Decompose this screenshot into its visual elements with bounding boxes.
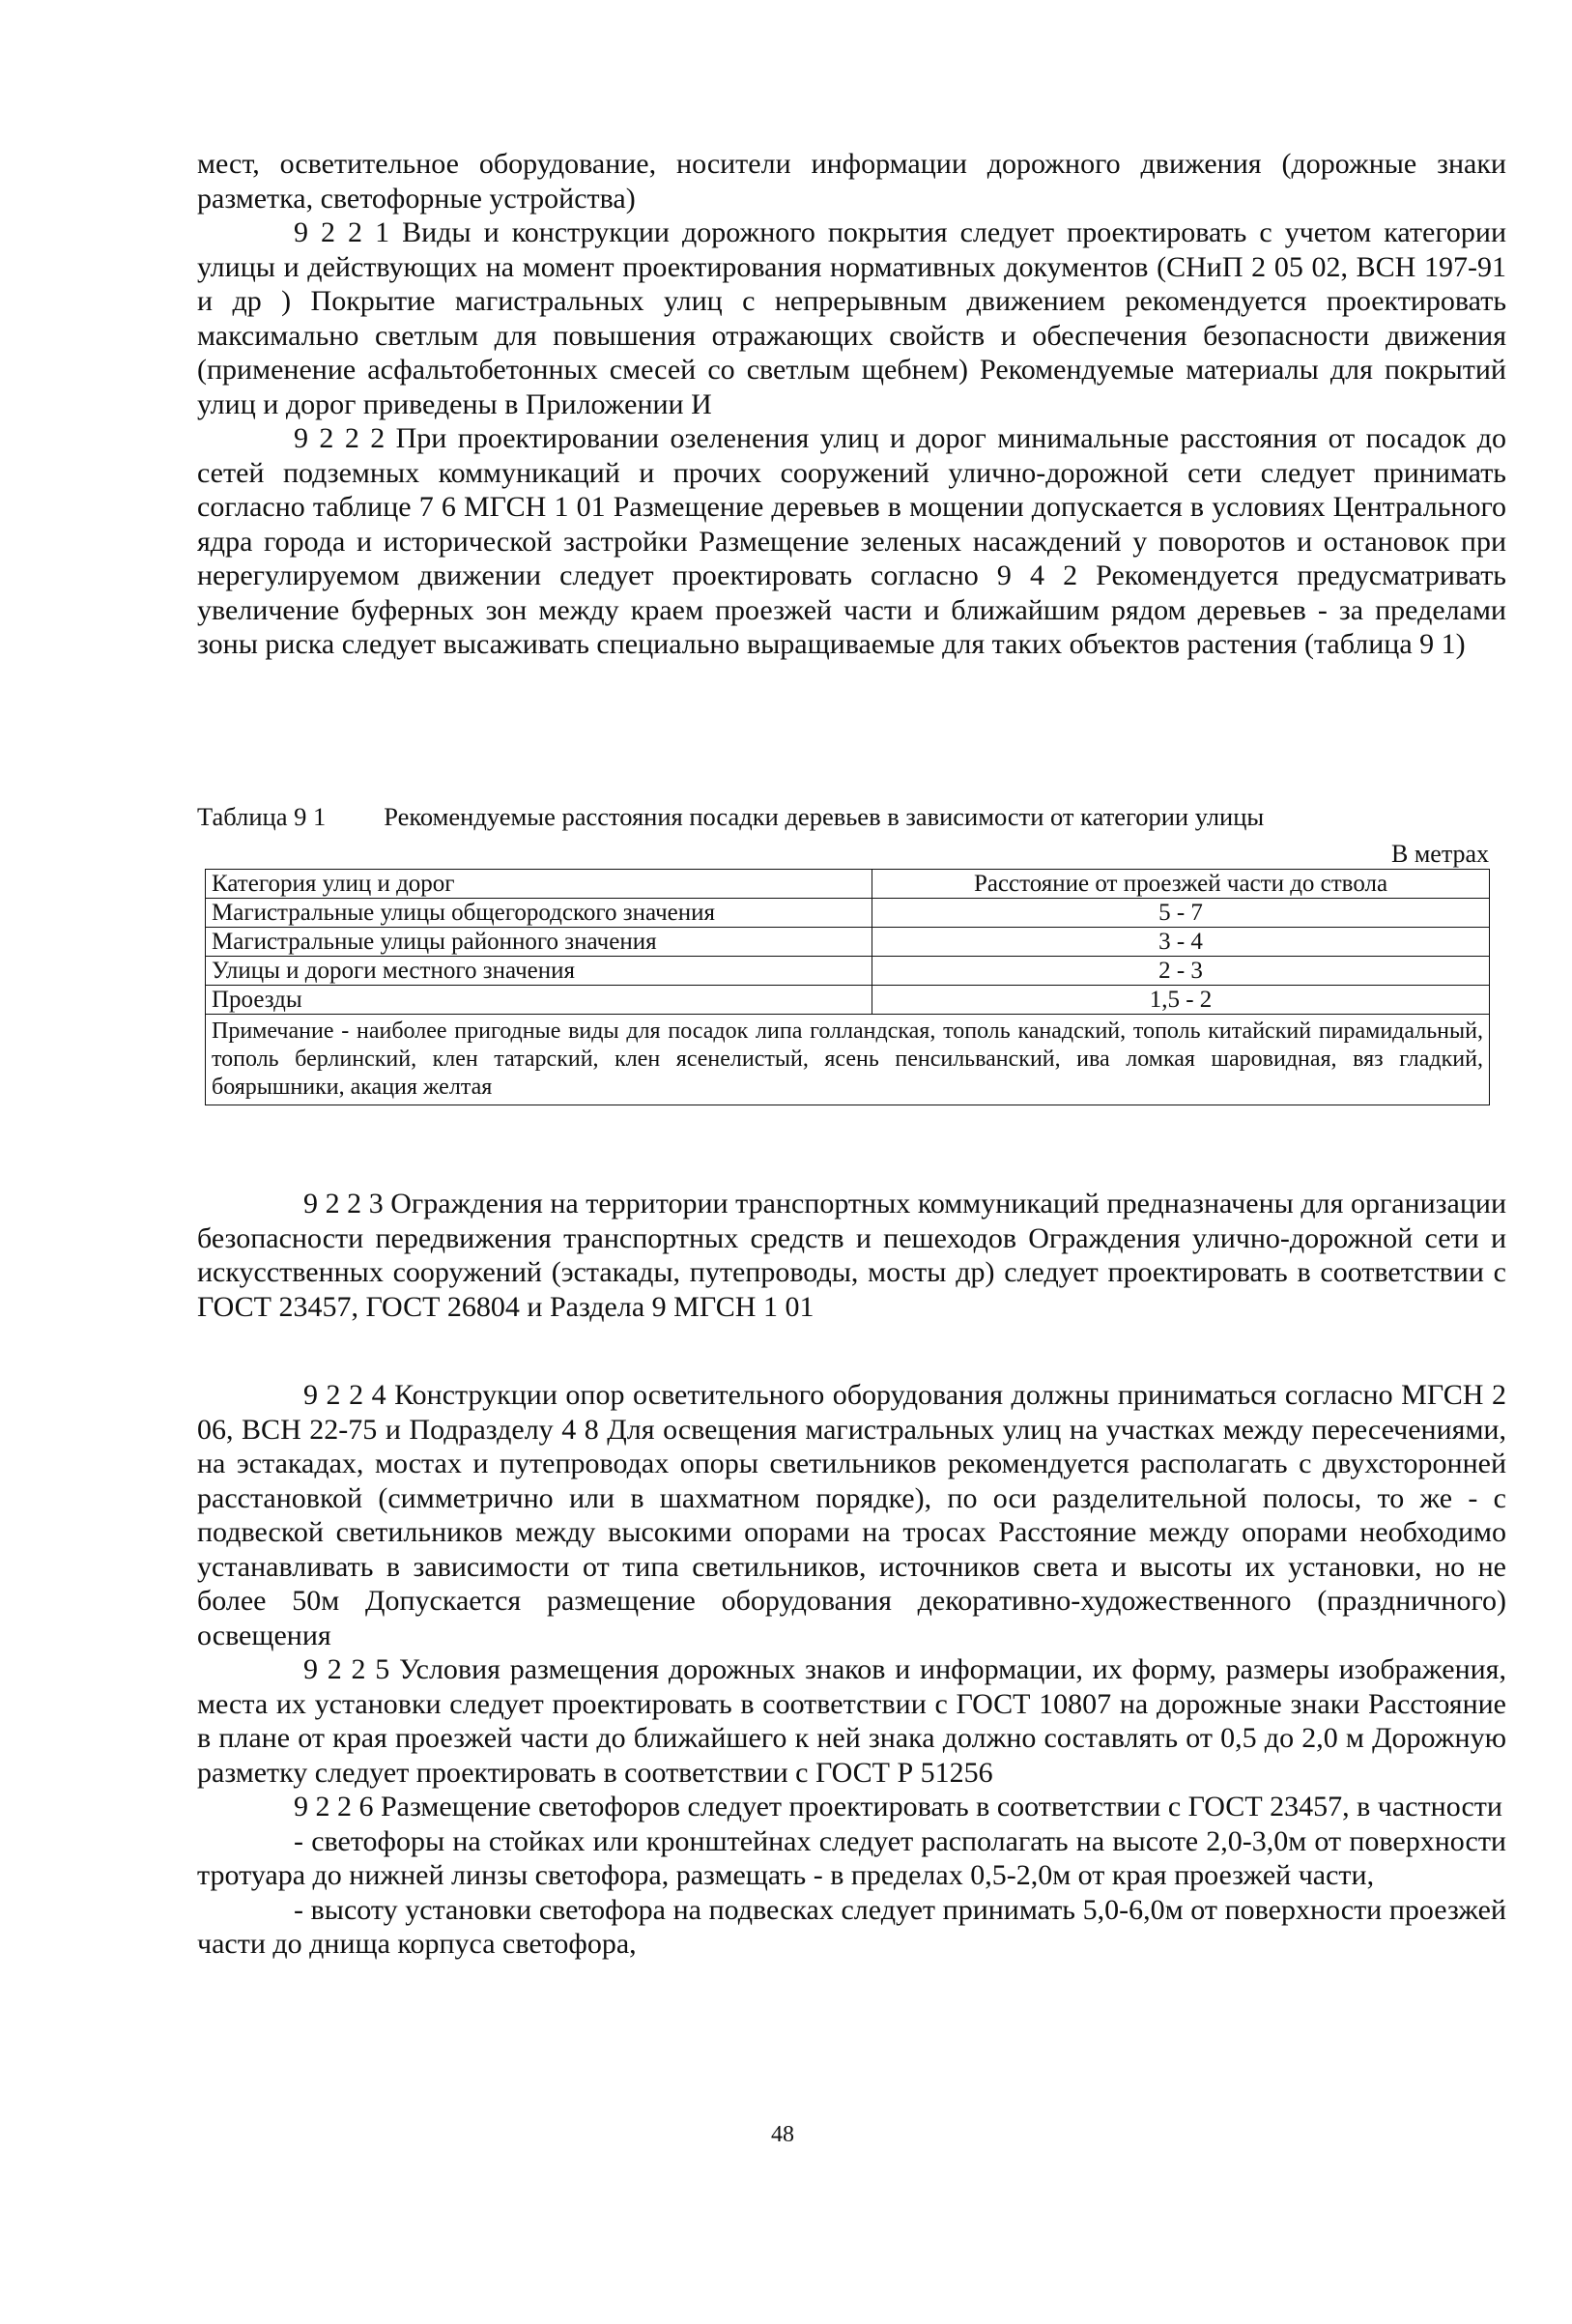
table-header-cell: Категория улиц и дорог bbox=[206, 870, 872, 899]
paragraph-9222: 9 2 2 2 При проектировании озеленения улиц и дорог минимальные расстояния от посадок до сетей подземных коммуникаций и прочих сооружений улично-дорожной сети следует принимать согласно таблице 7 6 МГСН 1 01 Размещение деревьев в мощении допускается в условиях Центрального ядра города и исторической застройки Размещение зеленых насаждений у поворотов и остановок при нерегулируемом движении следует проектировать согласно 9 4 2 Рекомендуется предусматривать увеличение буферных зон между краем проезжей части и ближайшим рядом деревьев - за пределами зоны риска следует высаживать специально выращиваемые для таких объектов растения (таблица 9 1) bbox=[197, 422, 1506, 660]
paragraph-9221: 9 2 2 1 Виды и конструкции дорожного покрытия следует проектировать с учетом категории улицы и действующих на момент проектирования нормативных документов (СНиП 2 05 02, ВСН 197-91 и др ) Покрытие магистральных улиц с непрерывным движением рекомендуется проектировать максимально светлым для повышения отражающих свойств и обеспечения безопасности движения (применение асфальтобетонных смесей со светлым щебнем) Рекомендуемые материалы для покрытий улиц и дорог приведены в Приложении И bbox=[197, 216, 1506, 420]
table-title: Рекомендуемые расстояния посадки деревьев в зависимости от категории улицы bbox=[384, 802, 1265, 831]
table-caption bbox=[197, 800, 1501, 835]
table-cell-distance: 5 - 7 bbox=[872, 899, 1490, 928]
lower-section bbox=[197, 1378, 1506, 1962]
table-header-cell: Расстояние от проезжей части до ствола bbox=[872, 870, 1490, 899]
planting-distance-table bbox=[205, 869, 1490, 1105]
table-note: Примечание - наиболее пригодные виды для посадок липа голландская, тополь канадский, тополь китайский пирамидальный, тополь берлинский, клен татарский, клен ясенелистый, ясень пенсильванский, ива ломкая шаровидная, вяз гладкий, боярышники, акация желтая bbox=[206, 1015, 1490, 1105]
list-item: - светофоры на стойках или кронштейнах следует располагать на высоте 2,0-3,0м от поверхности тротуара до нижней линзы светофора, размещать - в пределах 0,5-2,0м от края проезжей части, bbox=[197, 1824, 1506, 1891]
table-cell-distance: 3 - 4 bbox=[872, 928, 1490, 957]
table-note-row bbox=[206, 1015, 1490, 1105]
paragraph-9225: 9 2 2 5 Условия размещения дорожных знаков и информации, их форму, размеры изображения, места их установки следует проектировать в соответствии с ГОСТ 10807 на дорожные знаки Расстояние в плане от края проезжей части до ближайшего к ней знака должно составлять от 0,5 до 2,0 м Дорожную разметку следует проектировать в соответствии с ГОСТ Р 51256 bbox=[197, 1653, 1506, 1789]
table-row bbox=[206, 899, 1490, 928]
table-cell-category: Проезды bbox=[206, 986, 872, 1015]
paragraph-9223: 9 2 2 3 Ограждения на территории транспортных коммуникаций предназначены для организации безопасности передвижения транспортных средств и пешеходов Ограждения улично-дорожной сети и искусственных сооружений (эстакады, путепроводы, мосты др) следует проектировать в соответствии с ГОСТ 23457, ГОСТ 26804 и Раздела 9 МГСН 1 01 bbox=[197, 1188, 1506, 1323]
paragraph-9226: 9 2 2 6 Размещение светофоров следует проектировать в соответствии с ГОСТ 23457, в частности bbox=[294, 1791, 1502, 1822]
table-number: Таблица 9 1 bbox=[197, 802, 327, 831]
table-row bbox=[206, 957, 1490, 986]
paragraph-continuation: мест, осветительное оборудование, носители информации дорожного движения (дорожные знаки разметка, светофорные устройства) bbox=[197, 148, 1506, 215]
paragraph-9223-block bbox=[197, 1187, 1506, 1324]
table-cell-category: Улицы и дороги местного значения bbox=[206, 957, 872, 986]
table-cell-category: Магистральные улицы районного значения bbox=[206, 928, 872, 957]
paragraph-9224: 9 2 2 4 Конструкции опор осветительного оборудования должны приниматься согласно МГСН 2 06, ВСН 22-75 и Подразделу 4 8 Для освещения магистральных улиц на участках между пересечениями, на эстакадах, мостах и путепроводах опоры светильников рекомендуется располагать с двухсторонней расстановкой (симметрично или в шахматном порядке), по оси разделительной полосы, то же - с подвеской светильников между высокими опорами на тросах Расстояние между опорами необходимо устанавливать в зависимости от типа светильников, источников света и высоты их установки, но не более 50м Допускается размещение оборудования декоративно-художественного (праздничного) освещения bbox=[197, 1379, 1506, 1651]
table-units: В метрах bbox=[1391, 840, 1490, 868]
table-cell-category: Магистральные улицы общегородского значения bbox=[206, 899, 872, 928]
table-cell-distance: 1,5 - 2 bbox=[872, 986, 1490, 1015]
top-section bbox=[197, 147, 1506, 662]
table-row bbox=[206, 986, 1490, 1015]
table-header-row bbox=[206, 870, 1490, 899]
table-cell-distance: 2 - 3 bbox=[872, 957, 1490, 986]
table-row bbox=[206, 928, 1490, 957]
list-item: - высоту установки светофора на подвесках следует принимать 5,0-6,0м от поверхности проезжей части до днища корпуса светофора, bbox=[197, 1893, 1506, 1960]
page-number: 48 bbox=[771, 2122, 794, 2147]
